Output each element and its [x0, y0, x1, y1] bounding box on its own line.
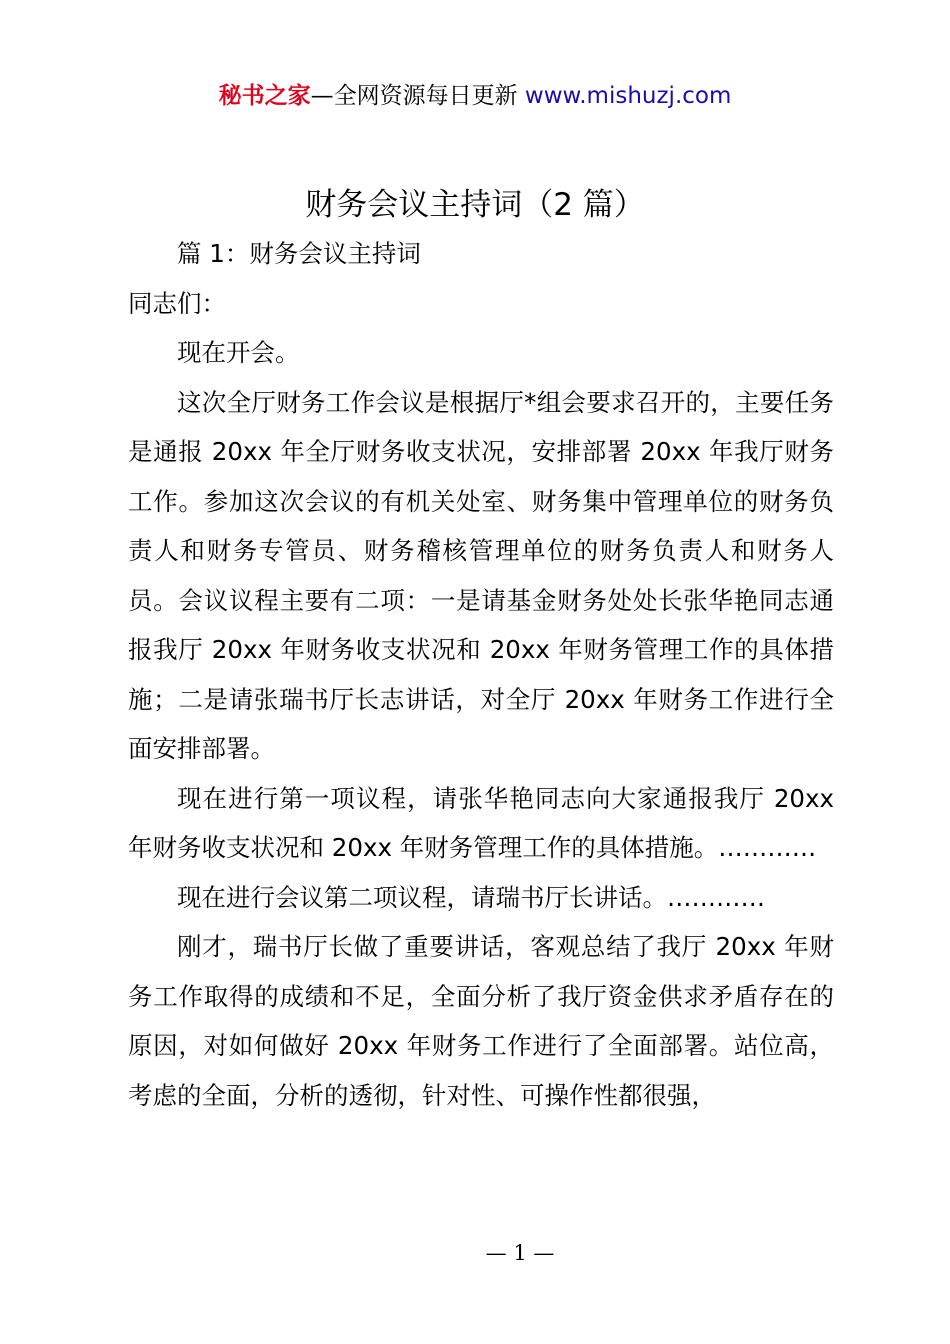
site-header — [0, 80, 950, 112]
page-number: — 1 — — [485, 1241, 555, 1265]
site-url-link[interactable]: www.mishuzj.com — [524, 83, 732, 109]
paragraph: 现在进行第一项议程，请张华艳同志向大家通报我厅 20xx 年财务收支状况和 20xx 年财务管理工作的具体措施。………… — [128, 783, 834, 862]
paragraph: 现在进行会议第二项议程，请瑞书厅长讲话。………… — [177, 882, 765, 912]
document-title: 财务会议主持词（2 篇） — [305, 187, 645, 223]
site-tagline: —全网资源每日更新 — [310, 83, 525, 109]
section-heading: 篇 1：财务会议主持词 — [177, 239, 421, 268]
document-body — [128, 229, 834, 1120]
paragraph: 现在开会。 — [177, 338, 300, 367]
salutation: 同志们： — [128, 288, 226, 318]
paragraph: 这次全厅财务工作会议是根据厅*组会要求召开的，主要任务是通报 20xx 年全厅财务收支状况，安排部署 20xx 年我厅财务工作。参加这次会议的有机关处室、财务集中管理单位的财务负责人和财务专管员、财务稽核管理单位的财务负责人和财务人员。会议议程主要有二项：一是请基金财务处处长张华艳同志通报我厅 20xx 年财务收支状况和 20xx 年财务管理工作的具体措施；二是请张瑞书厅长志讲话，对全厅 20xx 年财务工作进行全面安排部署。 — [128, 387, 834, 763]
paragraph: 刚才，瑞书厅长做了重要讲话，客观总结了我厅 20xx 年财务工作取得的成绩和不足，全面分析了我厅资金供求矛盾存在的原因，对如何做好 20xx 年财务工作进行了全面部署。站位高，考虑的全面，分析的透彻，针对性、可操作性都很强， — [128, 932, 834, 1110]
site-brand: 秘书之家 — [218, 83, 311, 109]
